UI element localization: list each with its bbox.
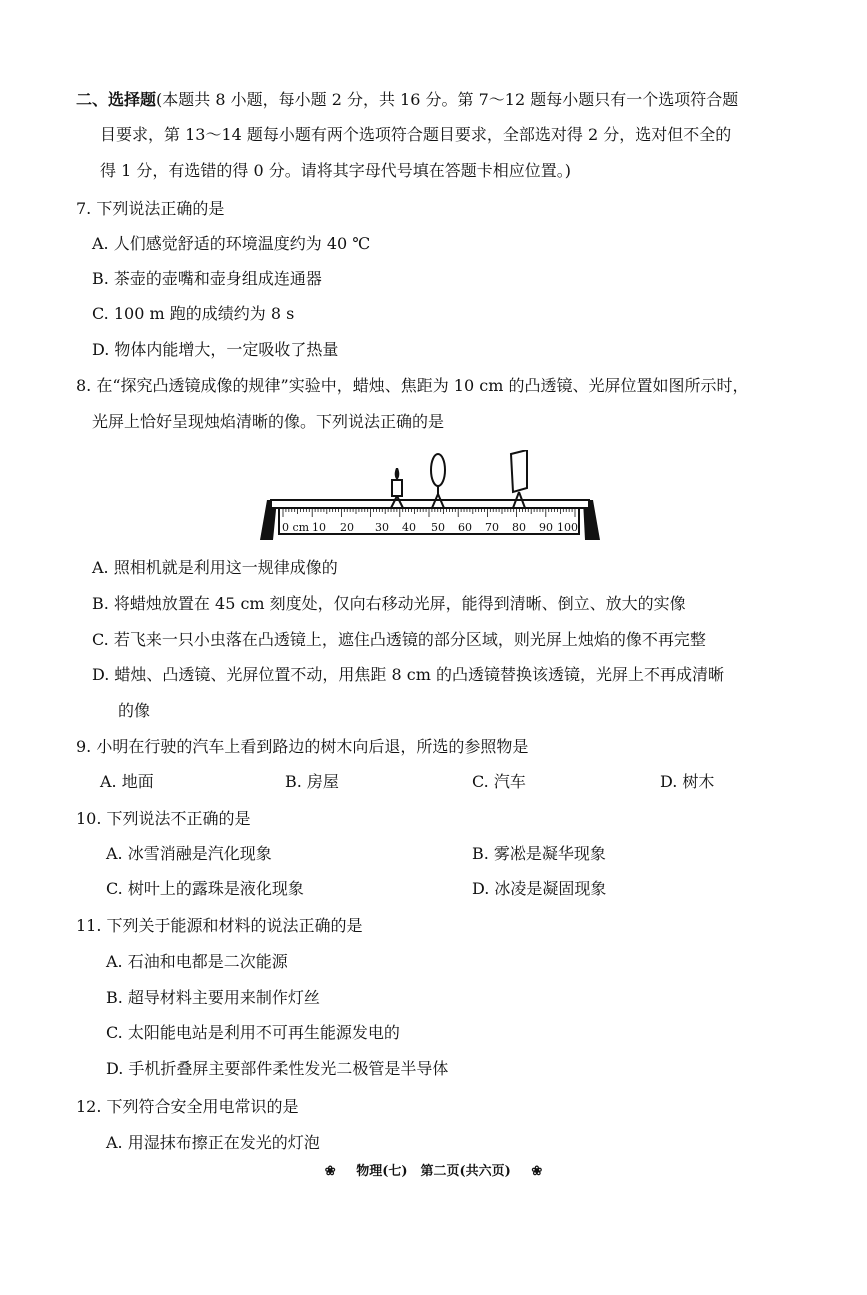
question-10-option-c: C. 树叶上的露珠是液化现象: [106, 879, 304, 898]
question-10-option-a: A. 冰雪消融是汽化现象: [106, 844, 272, 863]
ruler-label: 90: [539, 521, 553, 534]
section-instruction-3: 得 1 分，有选错的得 0 分。请将其字母代号填在答题卡相应位置。): [100, 161, 571, 180]
footer-right-mark: ❀: [531, 1164, 543, 1179]
ruler-label: 100: [557, 521, 578, 534]
ruler-label: 0 cm: [282, 521, 310, 534]
footer-left-mark: ❀: [324, 1164, 336, 1179]
question-9-option-d: D. 树木: [660, 772, 715, 791]
question-8-stem-1: 8. 在“探究凸透镜成像的规律”实验中，蜡烛、焦距为 10 cm 的凸透镜、光屏位置如图所示时，: [76, 376, 749, 395]
question-8-option-a: A. 照相机就是利用这一规律成像的: [92, 558, 338, 577]
question-11-option-d: D. 手机折叠屏主要部件柔性发光二极管是半导体: [106, 1059, 449, 1078]
ruler-label: 10: [312, 521, 326, 534]
ruler-label: 30: [375, 521, 389, 534]
ruler-label: 80: [512, 521, 526, 534]
section-title: 二、选择题: [76, 90, 157, 109]
ruler-label: 20: [340, 521, 354, 534]
question-9-option-c: C. 汽车: [472, 772, 526, 791]
question-12-stem: 12. 下列符合安全用电常识的是: [76, 1097, 299, 1116]
page-footer: [0, 1160, 867, 1179]
question-7-option-d: D. 物体内能增大，一定吸收了热量: [92, 340, 339, 359]
optical-bench-figure: [255, 450, 605, 542]
question-10-option-d: D. 冰凌是凝固现象: [472, 879, 607, 898]
question-11-option-a: A. 石油和电都是二次能源: [106, 952, 288, 971]
footer-text: 物理(七) 第二页(共六页): [356, 1164, 511, 1179]
question-8-stem-2: 光屏上恰好呈现烛焰清晰的像。下列说法正确的是: [92, 412, 445, 431]
question-7-option-b: B. 茶壶的壶嘴和壶身组成连通器: [92, 269, 322, 288]
question-8-option-b: B. 将蜡烛放置在 45 cm 刻度处，仅向右移动光屏，能得到清晰、倒立、放大的实像: [92, 594, 686, 613]
question-8-option-d-1: D. 蜡烛、凸透镜、光屏位置不动，用焦距 8 cm 的凸透镜替换该透镜，光屏上不再成清晰: [92, 665, 725, 684]
ruler-label: 50: [431, 521, 445, 534]
question-7-option-c: C. 100 m 跑的成绩约为 8 s: [92, 304, 295, 323]
question-9-stem: 9. 小明在行驶的汽车上看到路边的树木向后退，所选的参照物是: [76, 737, 529, 756]
question-11-option-b: B. 超导材料主要用来制作灯丝: [106, 988, 320, 1007]
question-9-option-b: B. 房屋: [285, 772, 339, 791]
question-12-option-a: A. 用湿抹布擦正在发光的灯泡: [106, 1133, 320, 1152]
section-header: [76, 89, 738, 111]
section-instruction-1: (本题共 8 小题，每小题 2 分，共 16 分。第 7～12 题每小题只有一个选项符合题: [156, 90, 739, 109]
question-7-stem: 7. 下列说法正确的是: [76, 199, 225, 218]
question-10-stem: 10. 下列说法不正确的是: [76, 809, 251, 828]
question-9-option-a: A. 地面: [100, 772, 154, 791]
question-8-option-c: C. 若飞来一只小虫落在凸透镜上，遮住凸透镜的部分区域，则光屏上烛焰的像不再完整: [92, 630, 706, 649]
ruler-label: 60: [458, 521, 472, 534]
question-11-stem: 11. 下列关于能源和材料的说法正确的是: [76, 916, 363, 935]
ruler-label: 40: [402, 521, 416, 534]
bench-rail: [271, 500, 589, 508]
question-10-option-b: B. 雾凇是凝华现象: [472, 844, 606, 863]
question-8-option-d-2: 的像: [118, 701, 151, 720]
question-7-option-a: A. 人们感觉舒适的环境温度约为 40 ℃: [92, 234, 371, 253]
ruler-label: 70: [485, 521, 499, 534]
question-11-option-c: C. 太阳能电站是利用不可再生能源发电的: [106, 1023, 400, 1042]
section-instruction-2: 目要求，第 13～14 题每小题有两个选项符合题目要求，全部选对得 2 分，选对但不全的: [100, 125, 732, 144]
